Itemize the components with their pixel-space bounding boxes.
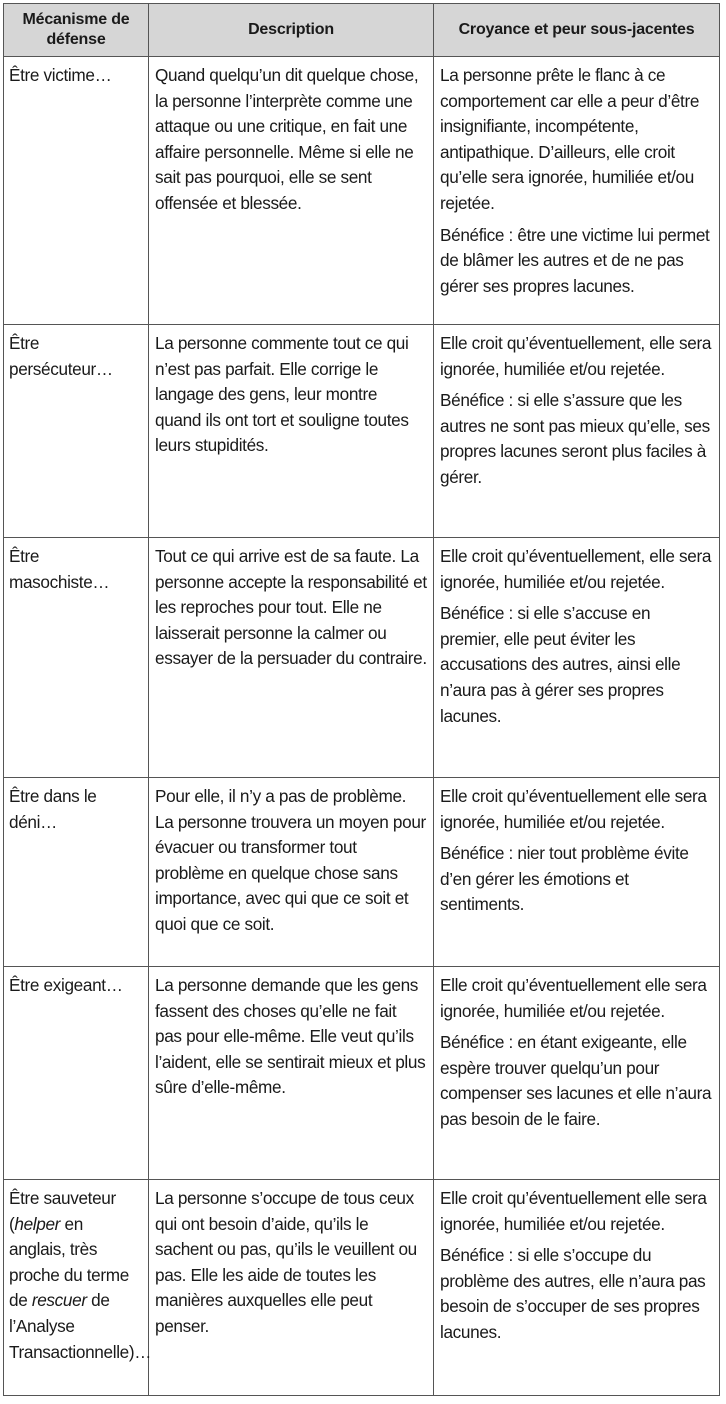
mechanism-mid: en anglais, très proche du terme de: [9, 1213, 129, 1311]
table-row: [4, 325, 720, 538]
defense-mechanisms-table-container: [3, 3, 719, 1386]
mechanism-cell: Être dans le déni…: [4, 778, 149, 967]
mechanism-cell: Être exigeant…: [4, 967, 149, 1180]
table-row: [4, 778, 720, 967]
header-mechanism: Mécanisme de défense: [4, 4, 149, 57]
description-cell: Pour elle, il n’y a pas de problème. La personne trouvera un moyen pour évacuer ou transformer tout problème en quelque chose sans importance, avec qui que ce soit et quoi que ce soit.: [149, 778, 434, 967]
mechanism-cell: Être persécuteur…: [4, 325, 149, 538]
mechanism-cell: Être masochiste…: [4, 538, 149, 778]
defense-mechanisms-table: [3, 3, 720, 1396]
description-cell: Quand quelqu’un dit quelque chose, la personne l’interprète comme une attaque ou une critique, en fait une affaire personnelle. Même si elle ne sait pas pourquoi, elle se sent offensée et blessée.: [149, 57, 434, 325]
benefit-text: Bénéfice : si elle s’assure que les autres ne sont pas mieux qu’elle, ses propres lacunes seront plus faciles à gérer.: [440, 390, 710, 487]
description-cell: La personne demande que les gens fassent des choses qu’elle ne fait pas pour elle-même. Elle veut qu’ils l’aident, elle se sentirait mieux et plus sûre d’elle-même.: [149, 967, 434, 1180]
mechanism-tail: de l’Analyse Transactionnelle)…: [9, 1290, 152, 1362]
table-row: [4, 538, 720, 778]
benefit-text: Bénéfice : être une victime lui permet de blâmer les autres et de ne pas gérer ses propres lacunes.: [440, 224, 710, 296]
benefit-text: Bénéfice : si elle s’accuse en premier, elle peut éviter les accusations des autres, ainsi elle n’aura pas à gérer ses propres lacunes.: [440, 603, 681, 726]
table-header: [4, 4, 720, 57]
belief-text: Elle croit qu’éventuellement elle sera ignorée, humiliée et/ou rejetée.: [440, 975, 707, 1021]
belief-text: Elle croit qu’éventuellement, elle sera ignorée, humiliée et/ou rejetée.: [440, 333, 712, 379]
belief-text: Elle croit qu’éventuellement, elle sera ignorée, humiliée et/ou rejetée.: [440, 546, 712, 592]
belief-cell: [434, 57, 720, 325]
mechanism-helper-term: helper: [14, 1213, 61, 1234]
table-row: [4, 1180, 720, 1396]
table-row: [4, 967, 720, 1180]
table-body: [4, 57, 720, 1396]
belief-text: Elle croit qu’éventuellement elle sera ignorée, humiliée et/ou rejetée.: [440, 1188, 707, 1234]
mechanism-cell: Être victime…: [4, 57, 149, 325]
benefit-text: Bénéfice : en étant exigeante, elle espère trouver quelqu’un pour compenser ses lacunes et elle n’aura pas besoin de le faire.: [440, 1032, 712, 1129]
mechanism-rescuer-term: rescuer: [31, 1290, 87, 1311]
header-description: Description: [149, 4, 434, 57]
belief-cell: [434, 538, 720, 778]
belief-cell: [434, 967, 720, 1180]
benefit-text: Bénéfice : nier tout problème évite d’en gérer les émotions et sentiments.: [440, 843, 689, 915]
mechanism-cell: [4, 1180, 152, 1396]
description-cell: La personne commente tout ce qui n’est pas parfait. Elle corrige le langage des gens, leur montre quand ils ont tort et souligne toutes leurs stupidités.: [149, 325, 434, 538]
belief-cell: [434, 1180, 720, 1396]
description-cell: Tout ce qui arrive est de sa faute. La personne accepte la responsabilité et les reproches pour tout. Elle ne laisserait personne la calmer ou essayer de la persuader du contraire.: [149, 538, 434, 778]
mechanism-paren-open: (: [9, 1213, 15, 1234]
description-cell: La personne s’occupe de tous ceux qui ont besoin d’aide, qu’ils le sachent ou pas, qu’ils le veuillent ou pas. Elle les aide de toutes les manières auxquelles elle peut penser.: [149, 1180, 434, 1396]
header-row: [4, 4, 720, 57]
belief-text: La personne prête le flanc à ce comportement car elle a peur d’être insignifiante, incompétente, antipathique. D’ailleurs, elle croit qu’elle sera ignorée, humiliée et/ou rejetée.: [440, 65, 700, 213]
benefit-text: Bénéfice : si elle s’occupe du problème des autres, elle n’aura pas besoin de s’occuper de ses propres lacunes.: [440, 1245, 706, 1342]
table-row: [4, 57, 720, 325]
header-belief: Croyance et peur sous-jacentes: [434, 4, 720, 57]
belief-cell: [434, 778, 720, 967]
belief-text: Elle croit qu’éventuellement elle sera ignorée, humiliée et/ou rejetée.: [440, 786, 707, 832]
belief-cell: [434, 325, 720, 538]
mechanism-main: Être sauveteur: [9, 1188, 116, 1208]
